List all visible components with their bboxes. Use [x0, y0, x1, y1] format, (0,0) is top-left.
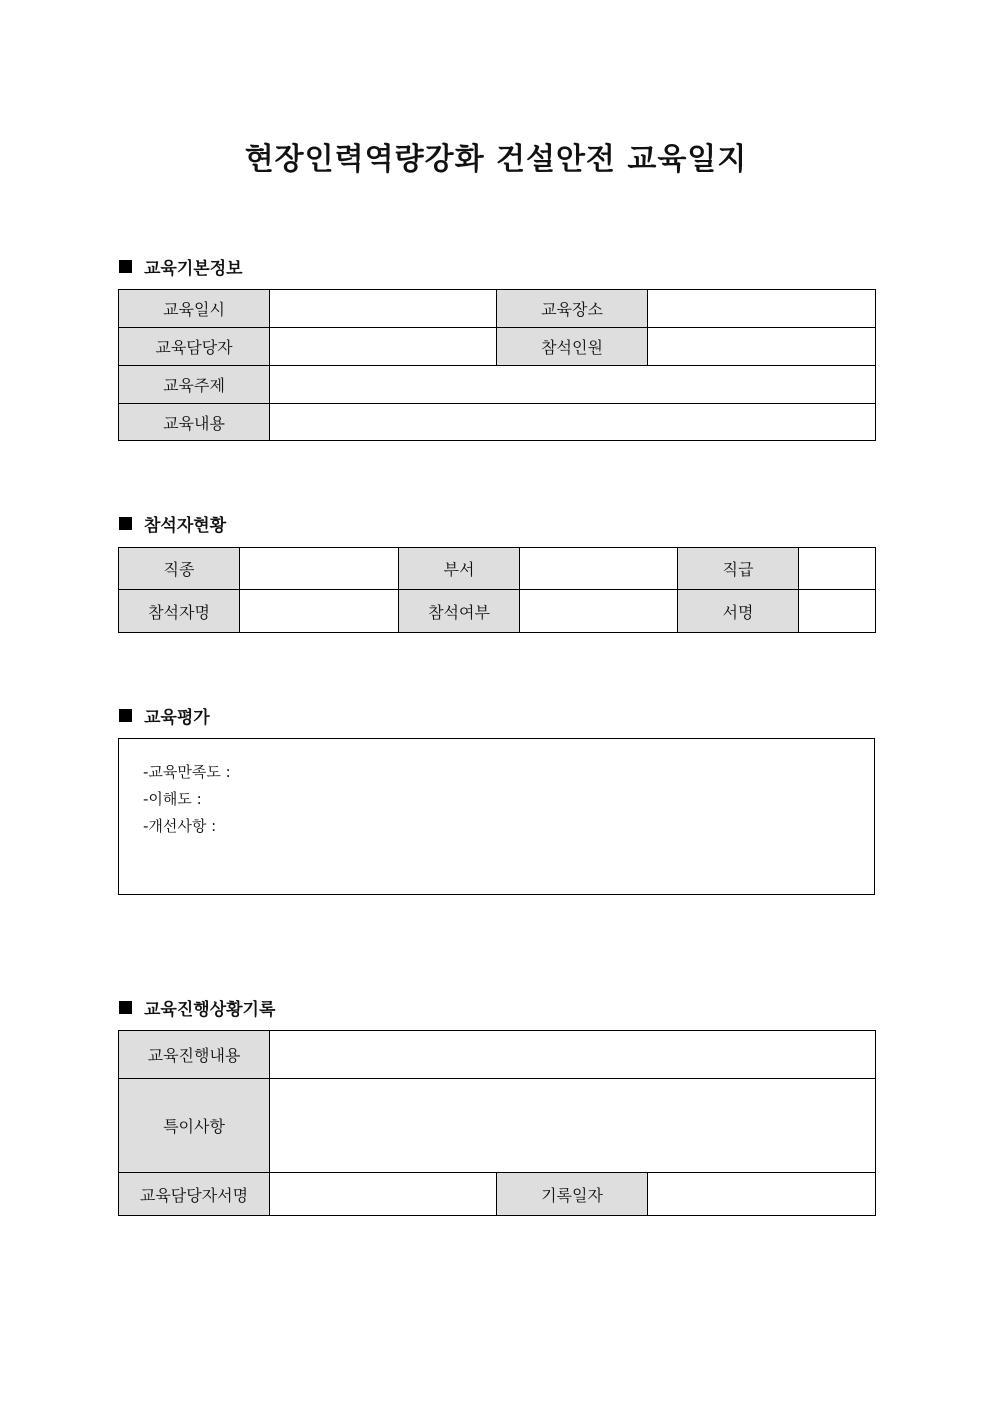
evaluation-box[interactable] [118, 738, 875, 895]
label-progress: 교육진행내용 [119, 1031, 270, 1079]
field-attended[interactable] [520, 590, 678, 633]
label-rank: 직급 [678, 548, 799, 590]
label-attendees: 참석인원 [497, 328, 648, 366]
table-row [119, 366, 876, 404]
attendance-table [118, 547, 876, 633]
page-title: 현장인력역량강화 건설안전 교육일지 [244, 142, 748, 177]
basic-info-table [118, 289, 876, 441]
section-heading-basic-info [119, 254, 243, 279]
section-heading-label: 교육기본정보 [144, 259, 243, 279]
label-attended: 참석여부 [399, 590, 520, 633]
section-heading-label: 참석자현황 [144, 516, 227, 536]
table-row [119, 1031, 876, 1079]
label-content: 교육내용 [119, 404, 270, 441]
section-heading-progress-record [119, 995, 275, 1020]
table-row [119, 590, 876, 633]
section-heading-attendance [119, 511, 226, 536]
table-row [119, 1079, 876, 1173]
section-heading-label: 교육진행상황기록 [144, 1000, 276, 1020]
field-manager-signature[interactable] [270, 1173, 497, 1216]
progress-record-table [118, 1030, 876, 1216]
label-notes: 특이사항 [119, 1079, 270, 1173]
label-manager-signature: 교육담당자서명 [119, 1173, 270, 1216]
label-record-date: 기록일자 [497, 1173, 648, 1216]
evaluation-improvement-line: -개선사항 : [143, 817, 217, 835]
label-manager: 교육담당자 [119, 328, 270, 366]
label-topic: 교육주제 [119, 366, 270, 404]
field-job-type[interactable] [240, 548, 399, 590]
section-heading-label: 교육평가 [144, 708, 210, 728]
field-department[interactable] [520, 548, 678, 590]
field-attendees[interactable] [648, 328, 876, 366]
label-place: 교육장소 [497, 290, 648, 328]
field-place[interactable] [648, 290, 876, 328]
field-signature[interactable] [799, 590, 876, 633]
field-date[interactable] [270, 290, 497, 328]
square-bullet-icon [119, 1001, 132, 1014]
evaluation-satisfaction-line: -교육만족도 : [143, 763, 231, 781]
table-row [119, 548, 876, 590]
label-job-type: 직종 [119, 548, 240, 590]
square-bullet-icon [119, 517, 132, 530]
field-record-date[interactable] [648, 1173, 876, 1216]
section-heading-evaluation [119, 703, 210, 728]
field-manager[interactable] [270, 328, 497, 366]
label-department: 부서 [399, 548, 520, 590]
field-content[interactable] [270, 404, 876, 441]
field-attendee-name[interactable] [240, 590, 399, 633]
table-row [119, 290, 876, 328]
table-row [119, 404, 876, 441]
label-attendee-name: 참석자명 [119, 590, 240, 633]
square-bullet-icon [119, 260, 132, 273]
label-date: 교육일시 [119, 290, 270, 328]
label-signature: 서명 [678, 590, 799, 633]
field-topic[interactable] [270, 366, 876, 404]
square-bullet-icon [119, 709, 132, 722]
field-rank[interactable] [799, 548, 876, 590]
field-notes[interactable] [270, 1079, 876, 1173]
evaluation-understanding-line: -이해도 : [143, 790, 202, 808]
table-row [119, 328, 876, 366]
table-row [119, 1173, 876, 1216]
field-progress[interactable] [270, 1031, 876, 1079]
